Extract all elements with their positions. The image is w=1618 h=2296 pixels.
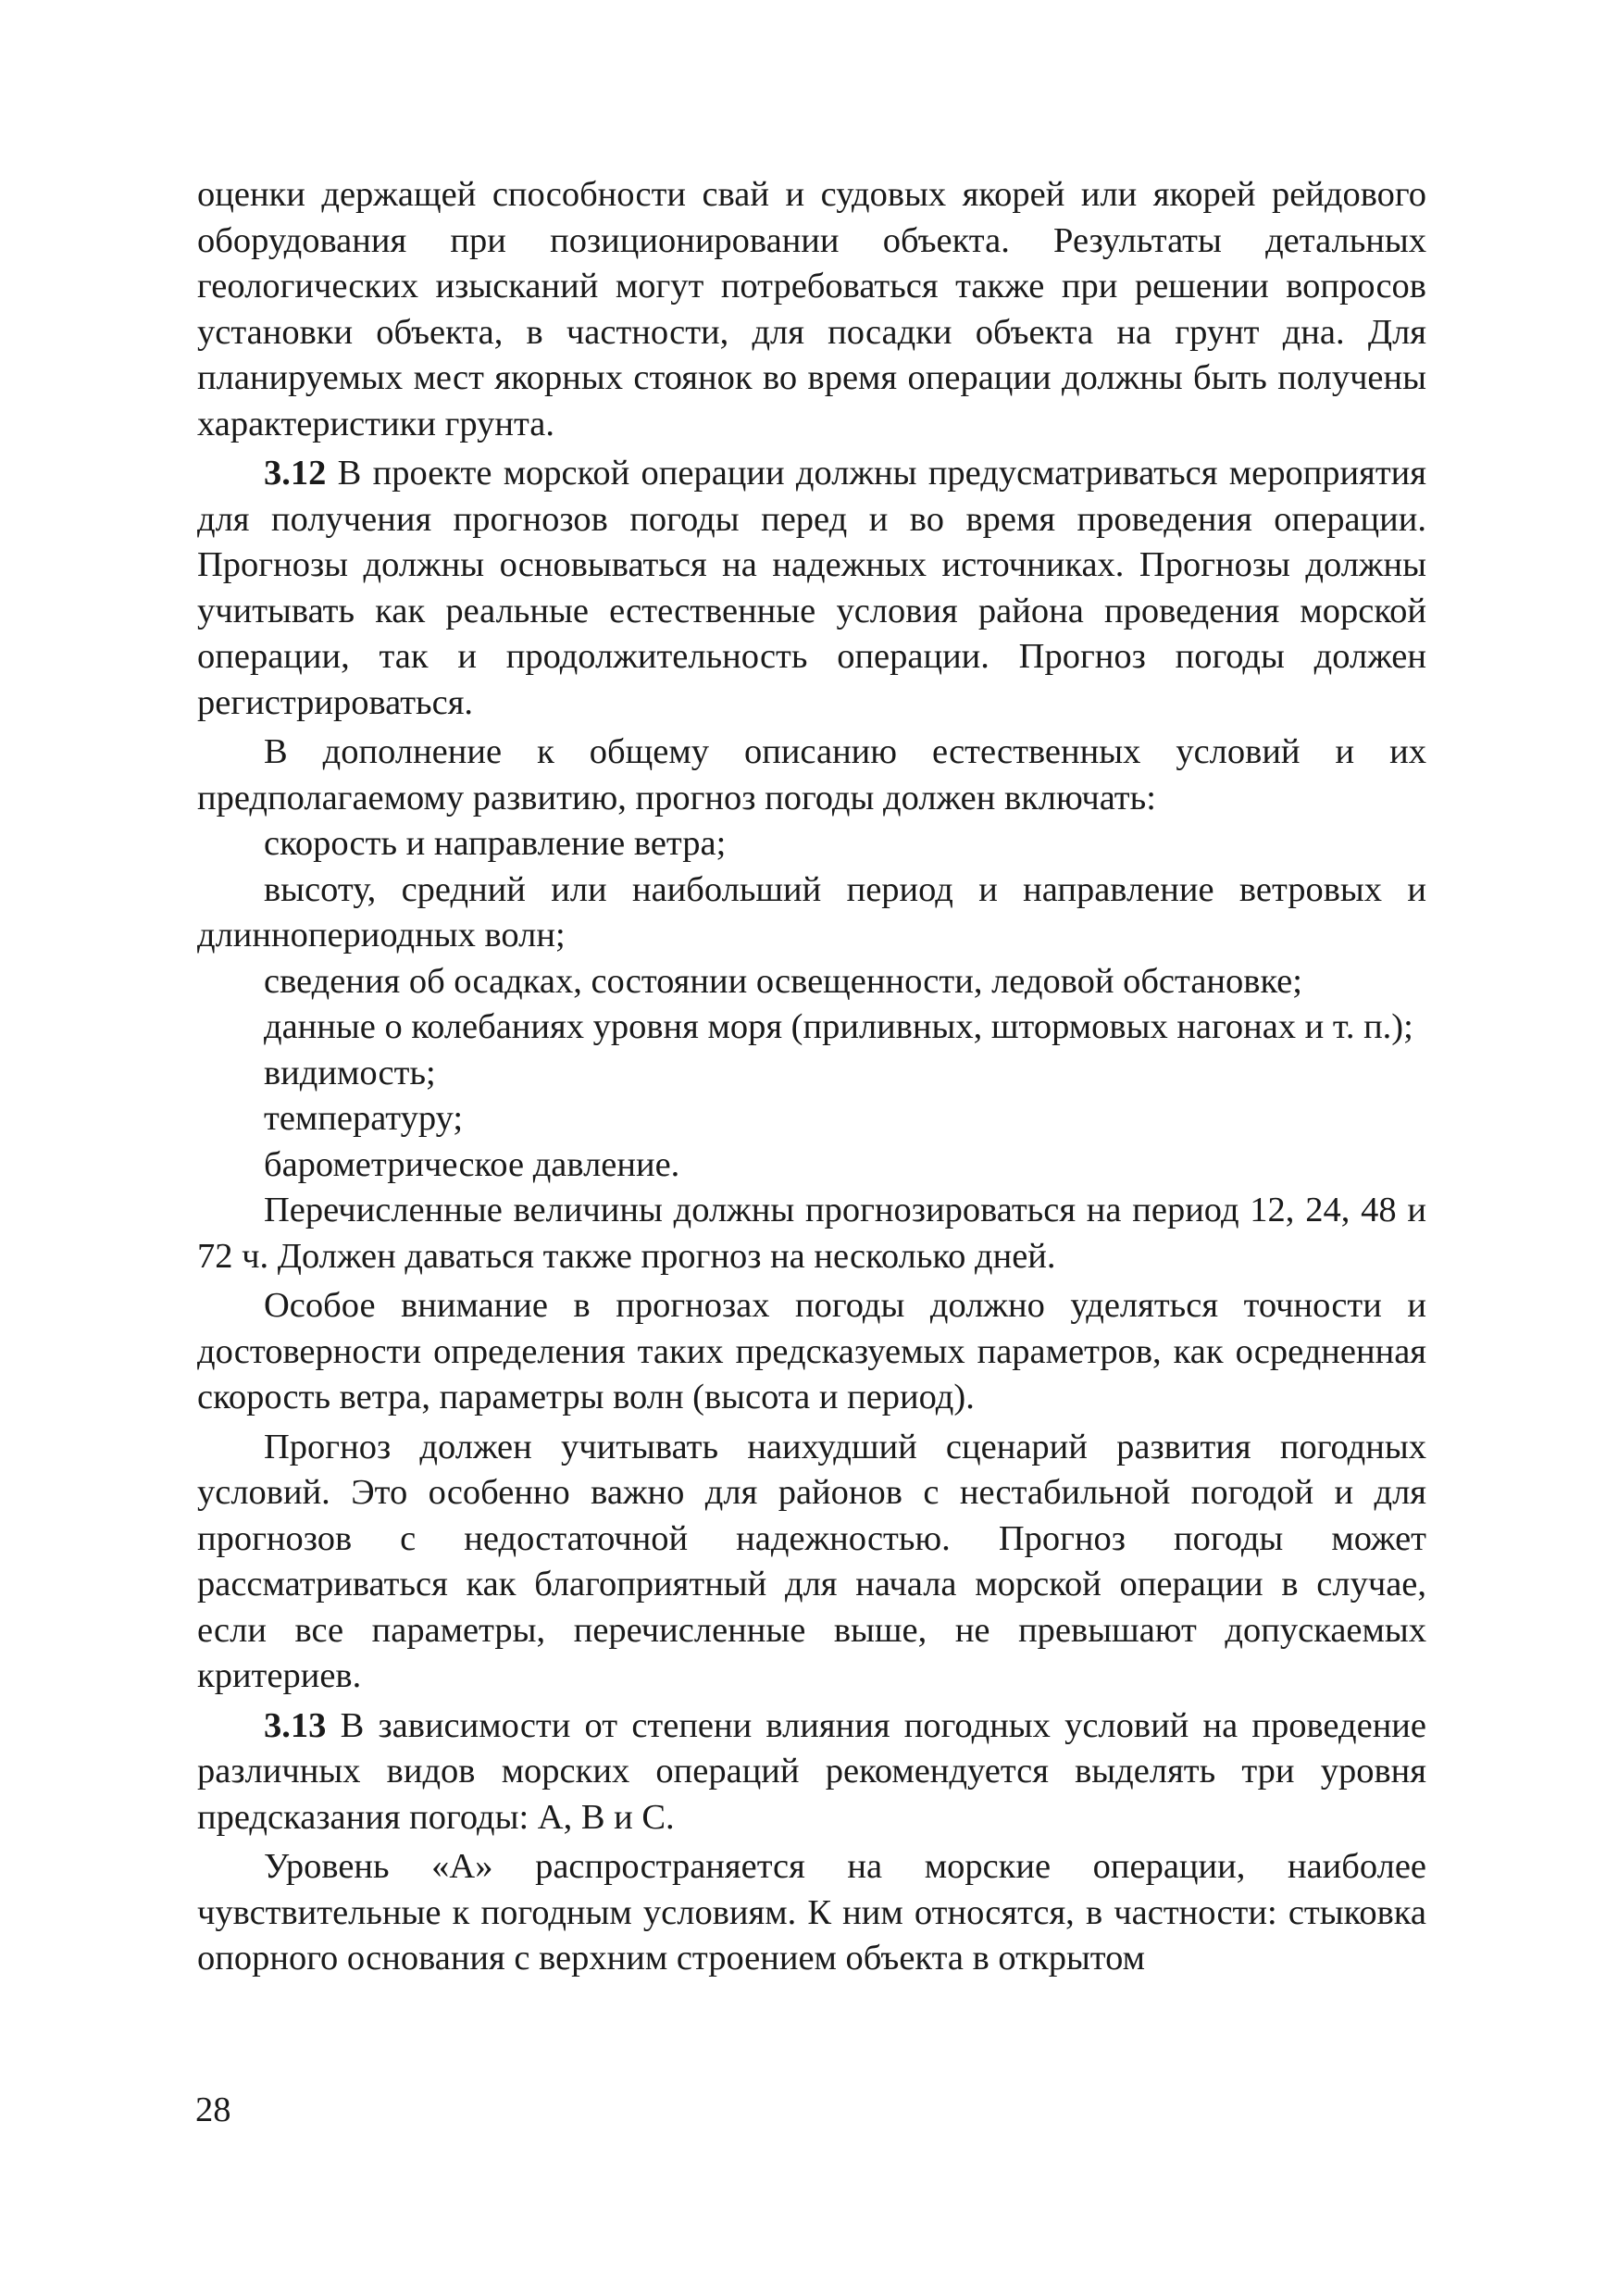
paragraph-3-13 xyxy=(197,1703,1426,1841)
paragraph-text: видимость; xyxy=(264,1053,436,1092)
paragraph-text: В дополнение к общему описанию естественных условий и их предполагаемому развитию, прогноз погоды должен включать: xyxy=(197,732,1426,817)
paragraph-text: сведения об осадках, состоянии освещенности, ледовой обстановке; xyxy=(264,961,1302,1001)
section-number: 3.13 xyxy=(264,1705,327,1745)
paragraph-continuation xyxy=(197,172,1426,447)
paragraph-text: Прогноз должен учитывать наихудший сценарий развития погодных условий. Это особенно важно для районов с нестабильной погодой и для прогнозов с недостаточной надежностью. Прогноз погоды может рассматриваться как благоприятный для начала морской операции в случае, если все параметры, перечисленные выше, не превышают допускаемых критериев. xyxy=(197,1427,1426,1695)
document-body xyxy=(197,172,1426,1982)
paragraph-accuracy xyxy=(197,1283,1426,1421)
list-item-sea-level xyxy=(197,1004,1426,1051)
paragraph-text: Перечисленные величины должны прогнозироваться на период 12, 24, 48 и 72 ч. Должен даваться также прогноз на несколько дней. xyxy=(197,1191,1426,1276)
section-number: 3.12 xyxy=(264,454,327,493)
list-item-precipitation xyxy=(197,959,1426,1005)
paragraph-text: данные о колебаниях уровня моря (приливных, штормовых нагонах и т. п.); xyxy=(264,1007,1413,1046)
paragraph-text: В проекте морской операции должны предусматриваться мероприятия для получения прогнозов погоды перед и во время проведения операции. Прогнозы должны основываться на надежных источниках. Прогнозы должны учитывать как реальные естественные условия района проведения морской операции, так и продолжительность операции. Прогноз погоды должен регистрироваться. xyxy=(197,454,1426,722)
list-item-temperature xyxy=(197,1096,1426,1142)
list-item-pressure xyxy=(197,1142,1426,1189)
paragraph-level-a xyxy=(197,1844,1426,1982)
page-number: 28 xyxy=(195,2090,231,2129)
list-item-visibility xyxy=(197,1051,1426,1097)
paragraph-forecast-content xyxy=(197,730,1426,821)
list-item-waves xyxy=(197,867,1426,959)
paragraph-text: скорость и направление ветра; xyxy=(264,824,727,863)
paragraph-worst-case xyxy=(197,1425,1426,1700)
paragraph-text: В зависимости от степени влияния погодных условий на проведение различных видов морских операций рекомендуется выделять три уровня предсказания погоды: А, В и С. xyxy=(197,1705,1426,1837)
paragraph-text: высоту, средний или наибольший период и направление ветровых и длиннопериодных волн; xyxy=(197,869,1426,955)
paragraph-forecast-period xyxy=(197,1188,1426,1279)
paragraph-text: Особое внимание в прогнозах погоды должно уделяться точности и достоверности определения таких предсказуемых параметров, как осредненная скорость ветра, параметры волн (высота и период). xyxy=(197,1286,1426,1416)
paragraph-text: Уровень «А» распространяется на морские операции, наиболее чувствительные к погодным условиям. К ним относятся, в частности: стыковка опорного основания с верхним строением объекта в открытом xyxy=(197,1847,1426,1978)
paragraph-3-12 xyxy=(197,451,1426,726)
list-item-wind xyxy=(197,821,1426,867)
paragraph-text: барометрическое давление. xyxy=(264,1144,680,1184)
paragraph-text: температуру; xyxy=(264,1099,464,1138)
paragraph-text: оценки держащей способности свай и судовых якорей или якорей рейдового оборудования при позиционировании объекта. Результаты детальных геологических изысканий могут потребоваться также при решении вопросов установки объекта, в частности, для посадки объекта на грунт дна. Для планируемых мест якорных стоянок во время операции должны быть получены характеристики грунта. xyxy=(197,175,1426,443)
